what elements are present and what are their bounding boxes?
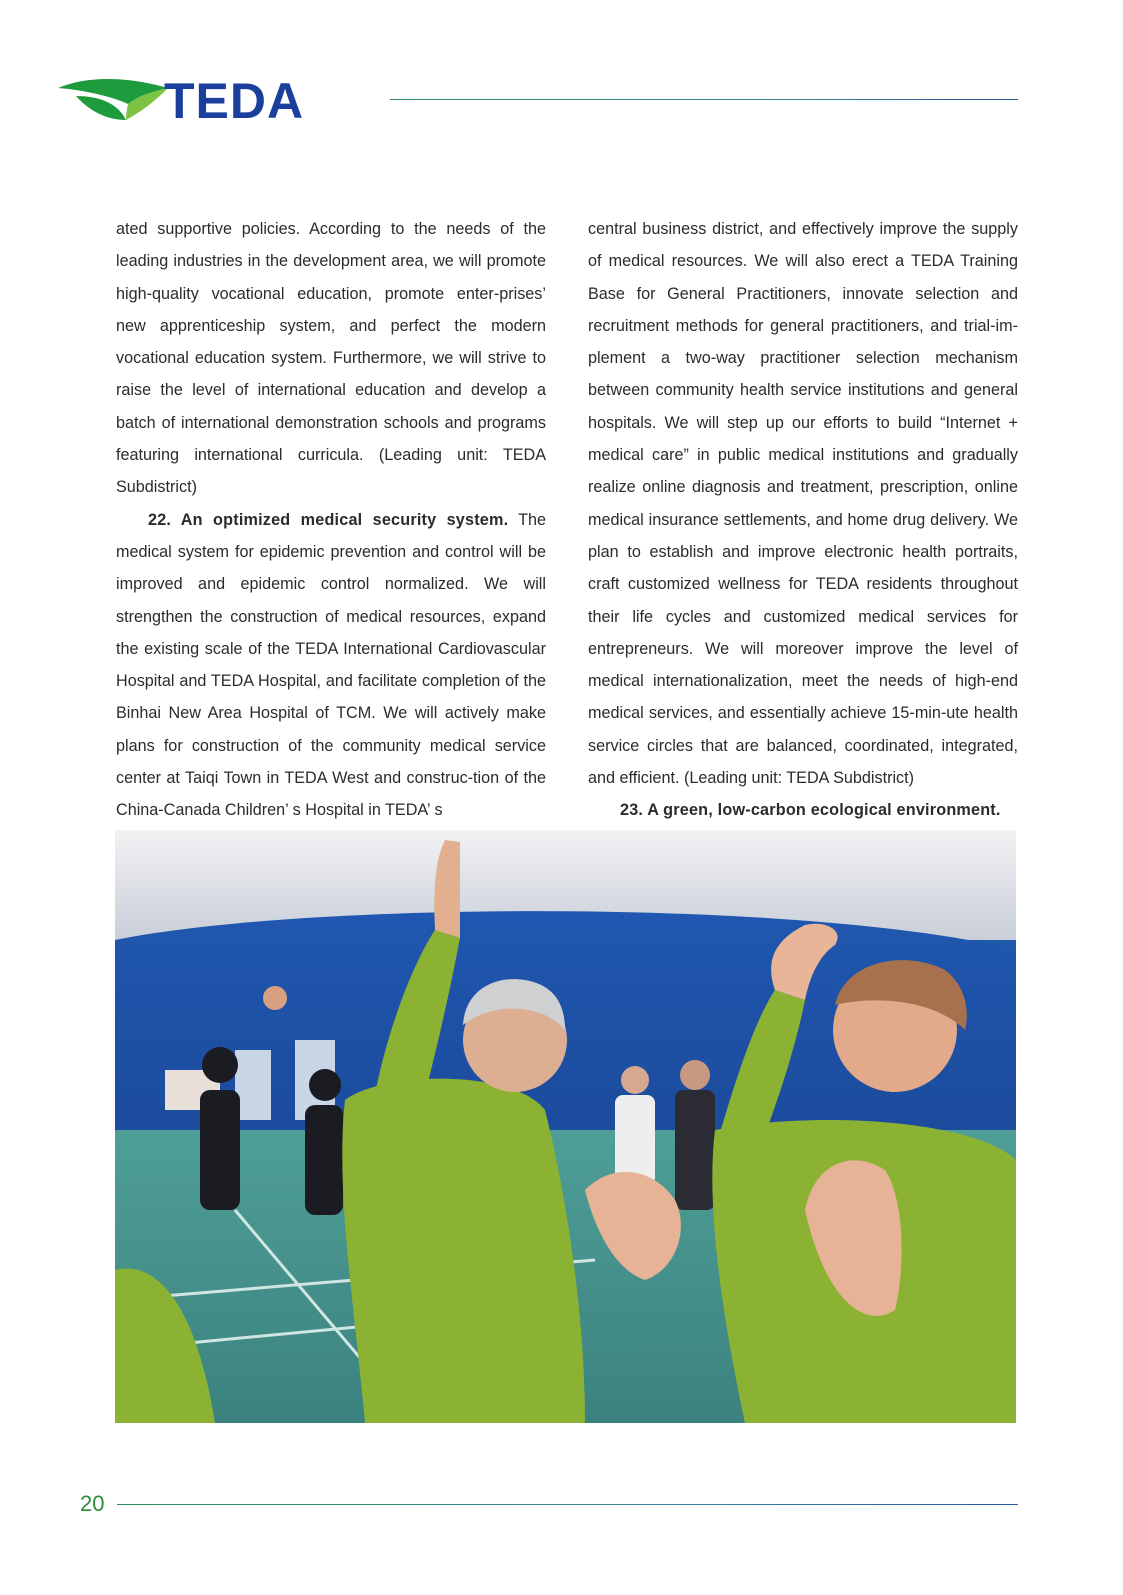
section-heading-23-line <box>588 794 1018 826</box>
paragraph-medical-security <box>116 504 546 827</box>
section-heading-22: 22. An optimized medical security system. <box>148 510 509 529</box>
teda-logo <box>56 74 356 126</box>
photo-people-high-five-icon <box>115 830 1016 1423</box>
green-leaf-mark-icon <box>58 79 168 120</box>
header-divider <box>390 99 1018 100</box>
text-column-left <box>116 213 546 827</box>
footer-divider <box>117 1504 1018 1505</box>
page-number: 20 <box>80 1491 105 1516</box>
logo-text: TEDA <box>164 74 305 126</box>
paragraph-medical-resources: central business district, and effectively improve the supply of medical resources. We will also erect a TEDA Training Base for General Practitioners, innovate selection and recruitment methods for general practitioners, and trial-im-plement a two-way practitioner selection mechanism between community health service institutions and general hospitals. We will step up our efforts to build “Internet + medical care” in public medical institutions and gradually realize online diagnosis and treatment, prescription, online medical insurance settlements, and home drug delivery. We plan to establish and improve electronic health portraits, craft customized wellness for TEDA residents throughout their life cycles and customized medical services for entrepreneurs. We will moreover improve the level of medical internationalization, meet the needs of high-end medical services, and essentially achieve 15-min-ute health service circles that are balanced, coordinated, integrated, and efficient. (Leading unit: TEDA Subdistrict) <box>588 220 1018 788</box>
paragraph-medical-security-body: The medical system for epidemic prevention and control will be improved and epidemic control normalized. We will strengthen the construction of medical resources, expand the existing scale of the TEDA International Cardiovascular Hospital and TEDA Hospital, and facilitate completion of the Binhai New Area Hospital of TCM. We will actively make plans for construction of the community medical service center at Taiqi Town in TEDA West and construc-tion of the China-Canada Children’ s Hospital in TEDA’ s <box>116 510 546 820</box>
text-column-right <box>588 213 1018 827</box>
paragraph-education-policy: ated supportive policies. According to the needs of the leading industries in the development area, we will promote high-quality vocational education, promote enter-prises’ new apprenticeship system, and perfect the modern vocational education system. Furthermore, we will strive to raise the level of international education and develop a batch of international demonstration schools and programs featuring international curricula. (Leading unit: TEDA Subdistrict) <box>116 220 546 497</box>
event-photo <box>115 830 1016 1423</box>
section-heading-23: 23. A green, low-carbon ecological environment. <box>620 801 1001 820</box>
